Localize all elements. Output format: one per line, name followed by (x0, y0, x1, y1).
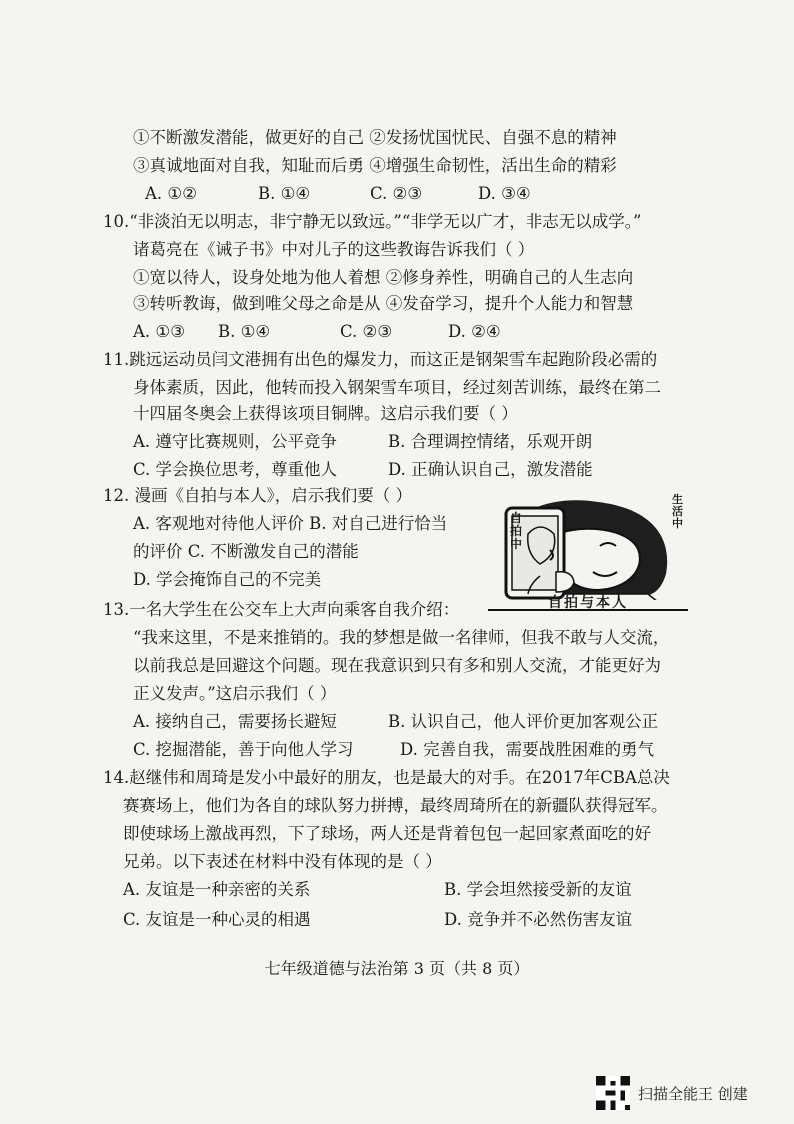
q9-choice-row-2: ③真诚地面对自我，知耻而后勇 ④增强生命韧性，活出生命的精彩 (133, 156, 617, 175)
q13-stem-line-1: 13.一名大学生在公交车上大声向乘客自我介绍： (103, 600, 460, 619)
q10-choice-row-1: ①宽以待人，设身处地为他人着想 ②修身养性，明确自己的人生志向 (133, 268, 634, 287)
q10-option-d: D. ②④ (448, 322, 501, 341)
page-footer: 七年级道德与法治第 3 页（共 8 页） (264, 959, 530, 978)
q13-stem-line-3: 以前我总是回避这个问题。现在我意识到只有多和别人交流，才能更好为 (133, 656, 661, 675)
q11-stem-line-1: 11.跳远运动员闫文港拥有出色的爆发力，而这正是钢架雪车起跑阶段必需的 (103, 350, 658, 369)
q9-choice-row-1: ①不断激发潜能，做更好的自己 ②发扬忧国忧民、自强不息的精神 (133, 128, 617, 147)
q13-stem-line-2: “我来这里，不是来推销的。我的梦想是做一名律师，但我不敢与人交流， (133, 628, 670, 647)
q12-stem-line-1: 12. 漫画《自拍与本人》，启示我们要（ ） (103, 486, 412, 505)
q11-stem-line-3: 十四届冬奥会上获得该项目铜牌。这启示我们要（ ） (133, 404, 518, 423)
q14-option-b: B. 学会坦然接受新的友谊 (444, 880, 632, 899)
q11-option-c: C. 学会换位思考，尊重他人 (133, 460, 338, 479)
q9-option-b: B. ①④ (258, 184, 311, 203)
q10-stem-line-2: 诸葛亮在《诫子书》中对儿子的这些教诲告诉我们（ ） (133, 240, 535, 259)
qr-code-icon (596, 1076, 630, 1110)
cartoon-phone-label: 自拍中 (510, 511, 523, 551)
q12-options-line-2: 的评价 C. 不断激发自己的潜能 (133, 542, 359, 561)
q14-stem-line-3: 即使球场上激战再烈，下了球场，两人还是背着包包一起回家煮面吃的好 (123, 824, 651, 843)
q14-stem-line-1: 14.赵继伟和周琦是发小中最好的朋友，也是最大的对手。在2017年CBA总决 (103, 768, 670, 787)
q11-option-a: A. 遵守比赛规则，公平竞争 (133, 432, 337, 451)
scanner-label: 扫描全能王 创建 (638, 1084, 748, 1103)
q11-stem-line-2: 身体素质，因此，他转而投入钢架雪车项目，经过刻苦训练，最终在第二 (133, 378, 661, 397)
q14-option-a: A. 友谊是一种亲密的关系 (123, 880, 311, 899)
q12-options-line-3: D. 学会掩饰自己的不完美 (133, 570, 322, 589)
q10-option-c: C. ②③ (340, 322, 393, 341)
q10-stem-line-1: 10.“非淡泊无以明志，非宁静无以致远。”“非学无以广才，非志无以成学。” (103, 212, 642, 231)
cartoon-side-label: 生活中 (672, 493, 683, 530)
q11-option-b: B. 合理调控情绪，乐观开朗 (388, 432, 593, 451)
q13-stem-line-4: 正义发声。”这启示我们（ ） (133, 684, 337, 703)
q10-choice-row-2: ③转听教诲，做到唯父母之命是从 ④发奋学习，提升个人能力和智慧 (133, 294, 634, 313)
q14-stem-line-4: 兄弟。以下表述在材料中没有体现的是（ ） (123, 852, 442, 871)
q10-option-a: A. ①③ (133, 322, 185, 341)
q9-option-d: D. ③④ (478, 184, 531, 203)
q14-option-c: C. 友谊是一种心灵的相遇 (123, 910, 311, 929)
cartoon-caption: 自拍与本人 (548, 595, 628, 611)
selfie-cartoon (488, 494, 688, 612)
q14-option-d: D. 竞争并不必然伤害友谊 (444, 910, 633, 929)
q13-option-a: A. 接纳自己，需要扬长避短 (133, 712, 337, 731)
q10-option-b: B. ①④ (218, 322, 271, 341)
q13-option-c: C. 挖掘潜能，善于向他人学习 (133, 740, 354, 759)
q14-stem-line-2: 赛赛场上，他们为各自的球队努力拼搏，最终周琦所在的新疆队获得冠军。 (123, 796, 668, 815)
q13-option-b: B. 认识自己，他人评价更加客观公正 (388, 712, 659, 731)
q11-option-d: D. 正确认识自己，激发潜能 (388, 460, 593, 479)
q13-option-d: D. 完善自我，需要战胜困难的勇气 (400, 740, 655, 759)
scanner-watermark (596, 1076, 748, 1110)
q9-option-a: A. ①② (145, 184, 197, 203)
q9-option-c: C. ②③ (370, 184, 423, 203)
q12-options-line-1: A. 客观地对待他人评价 B. 对自己进行恰当 (133, 514, 448, 533)
